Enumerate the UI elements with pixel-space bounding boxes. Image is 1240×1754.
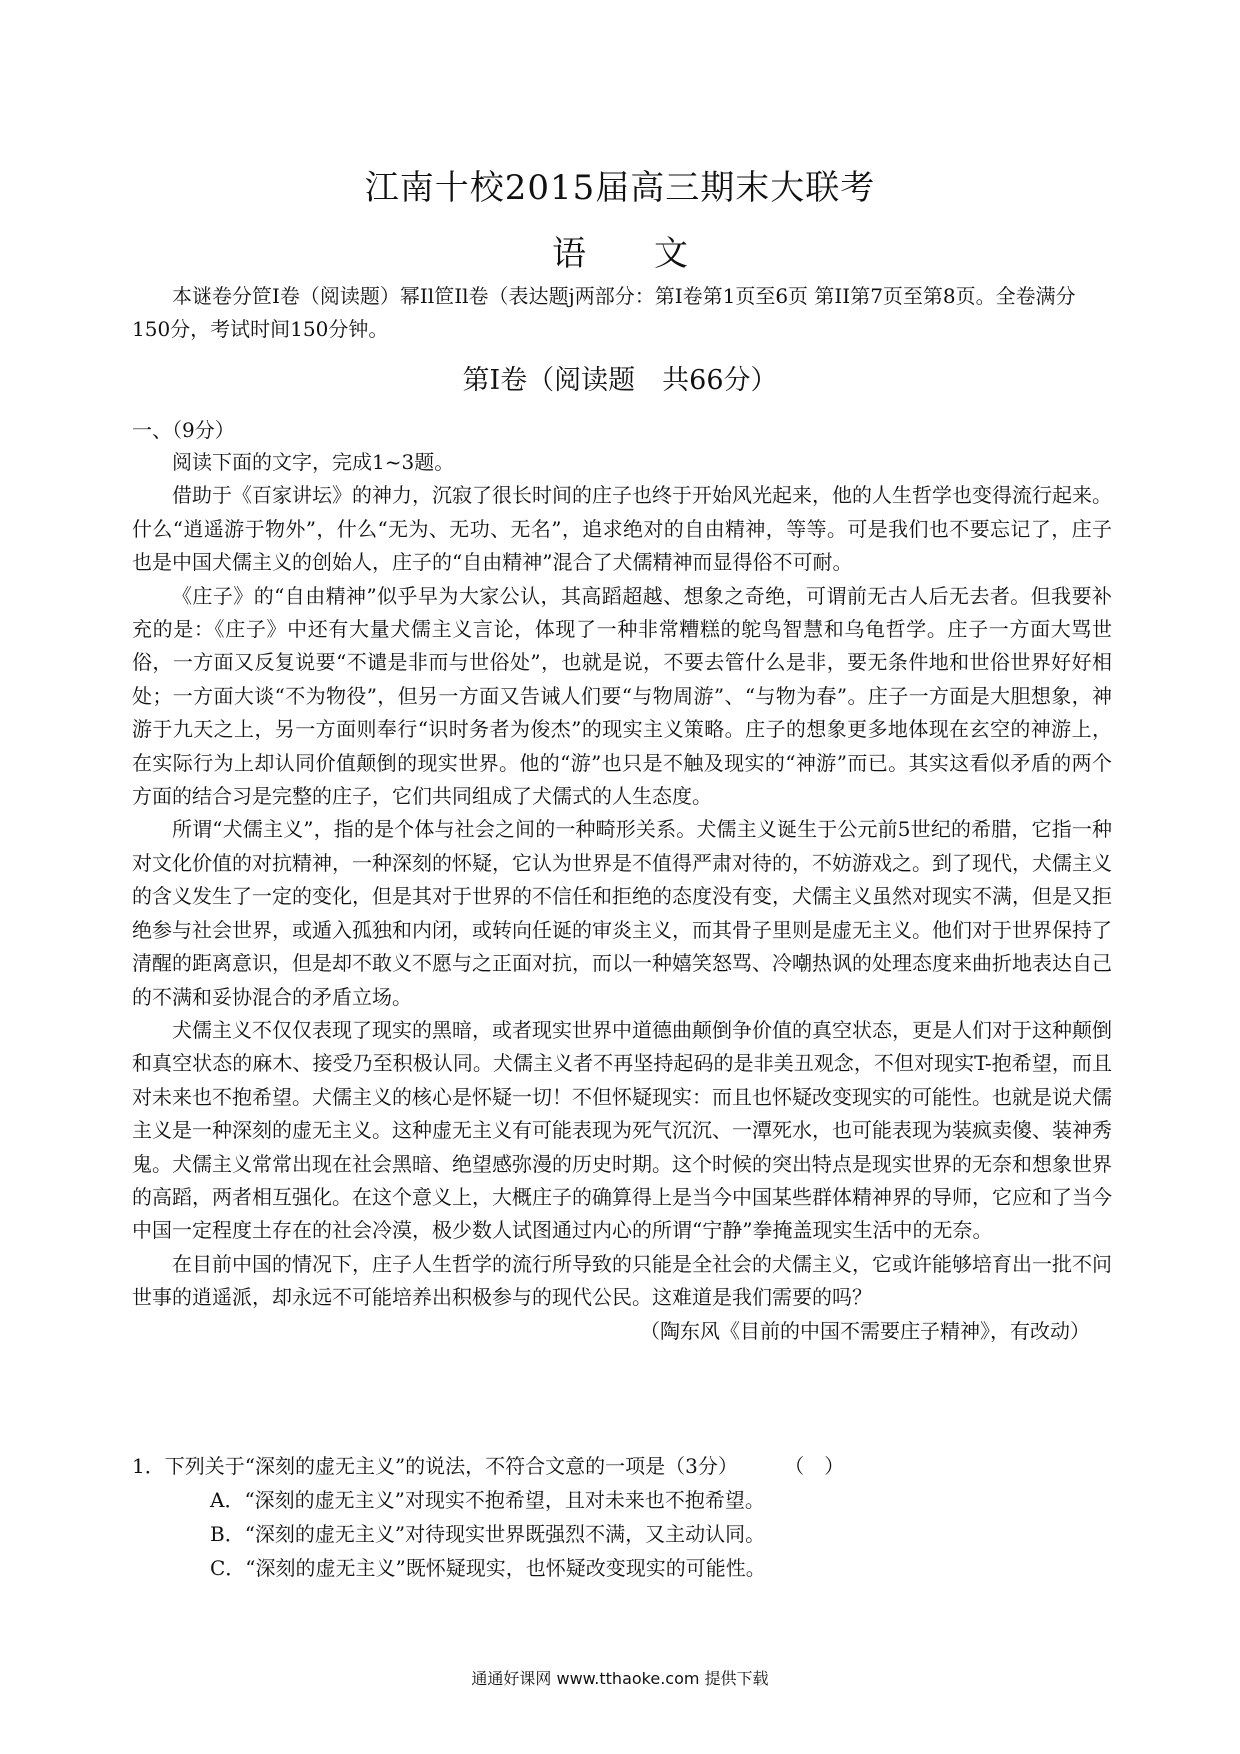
page-footer: 通通好课网 www.tthaoke.com 提供下载 [471,1669,769,1688]
question-stem [132,1449,1112,1483]
option-a: A．“深刻的虚无主义”对现实不抱希望，且对未来也不抱希望。 [210,1488,765,1512]
option-b: B．“深刻的虚无主义”对待现实世界既强烈不满，又主动认同。 [210,1522,766,1546]
passage-paragraph: 所谓“犬儒主义”，指的是个体与社会之间的一种畸形关系。犬儒主义诞生于公元前5世纪的希腊，它指一种对文化价值的对抗精神，一种深刻的怀疑，它认为世界是不值得严肃对待的，不妨游戏之。到了现代，犬儒主义的含义发生了一定的变化，但是其对于世界的不信任和拒绝的态度没有变，犬儒主义虽然对现实不满，但是又拒绝参与社会世界，或遁入孤独和内闭，或转向任诞的审炎主义，而其骨子里则是虚无主义。他们对于世界保持了清醒的距离意识，但是却不敢义不愿与之正面对抗，而以一种嬉笑怒骂、冷嘲热讽的处理态度来曲折地表达自己的不满和妥协混合的矛盾立场。 [132,817,1112,1009]
exam-intro: 本谜卷分笸I卷（阅读题）幂Il笸Il卷（表达题j两部分：第I卷第1页至6页 第II第7页至第8页。全卷满分150分，考试时间150分钟。 [132,284,1076,341]
subject-title: 语 文 [552,234,688,274]
volume-title: 第I卷（阅读题 共66分） [462,365,778,396]
exam-title: 江南十校2015届高三期末大联考 [364,168,876,208]
passage-paragraph: 犬儒主义不仅仅表现了现实的黑暗，或者现实世界中道德曲颠倒争价值的真空状态，更是人们对于这种颠倒和真空状态的麻木、接受乃至积极认同。犬儒主义者不再坚持起码的是非美丑观念，不但对现实T-抱希望，而且对未来也不抱希望。犬儒主义的核心是怀疑一切！不但怀疑现实：而且也怀疑改变现实的可能性。也就是说犬儒主义是一种深刻的虚无主义。这种虚无主义有可能表现为死气沉沉、一潭死水，也可能表现为装疯卖傻、装神秀鬼。犬儒主义常常出现在社会黑暗、绝望感弥漫的历史时期。这个时候的突出特点是现实世界的无奈和想象世界的高蹈，两者相互强化。在这个意义上，大概庄子的确算得上是当今中国某些群体精神界的导师，它应和了当今中国一定程度土存在的社会冷漠，极少数人试图通过内心的所谓“宁静”拳掩盖现实生活中的无奈。 [132,1017,1112,1243]
passage-paragraph: 借助于《百家讲坛》的神力，沉寂了很长时间的庄子也终于开始风光起来，他的人生哲学也变得流行起来。什么“逍遥游于物外”，什么“无为、无功、无名”，追求绝对的自由精神，等等。可是我们也不要忘记了，庄子也是中国犬儒主义的创始人，庄子的“自由精神”混合了犬儒精神而显得俗不可耐。 [132,483,1112,575]
section-heading: 一、（9分） [132,418,235,442]
option-c: C．“深刻的虚无主义”既怀疑现实，也怀疑改变现实的可能性。 [210,1556,766,1580]
answer-blank: （ ） [784,1454,845,1478]
reading-passage [132,446,1112,1348]
question-block [132,1449,1112,1585]
question-text: 1．下列关于“深刻的虚无主义”的说法，不符合文意的一项是（3分） [132,1454,738,1478]
passage-source: （陶东风《目前的中国不需要庄子精神》，有改动） [640,1318,1090,1343]
passage-paragraph: 在目前中国的情况下，庄子人生哲学的流行所导致的只能是全社会的犬儒主义，它或许能够培育出一批不问世事的逍遥派，却永远不可能培养出积极参与的现代公民。这难道是我们需要的吗？ [132,1251,1112,1310]
passage-paragraph: 《庄子》的“自由精神”似乎早为大家公认，其高蹈超越、想象之奇绝，可谓前无古人后无去者。但我要补充的是：《庄子》中还有大量犬儒主义言论，体现了一种非常糟糕的鸵鸟智慧和乌龟哲学。庄子一方面大骂世俗，一方面又反复说要“不谴是非而与世俗处”，也就是说，不要去管什么是非，要无条件地和世俗世界好好相处；一方面大谈“不为物役”，但另一方面又告诫人们要“与物周游”、“与物为春”。庄子一方面是大胆想象，神游于九天之上，另一方面则奉行“识时务者为俊杰”的现实主义策略。庄子的想象更多地体现在玄空的神游上，在实际行为上却认同价值颠倒的现实世界。他的“游”也只是不触及现实的“神游”而已。其实这看似矛盾的两个方面的结合习是完整的庄子，它们共同组成了犬儒式的人生态度。 [132,583,1112,809]
reading-instruction: 阅读下面的文字，完成1~3题。 [172,450,455,474]
